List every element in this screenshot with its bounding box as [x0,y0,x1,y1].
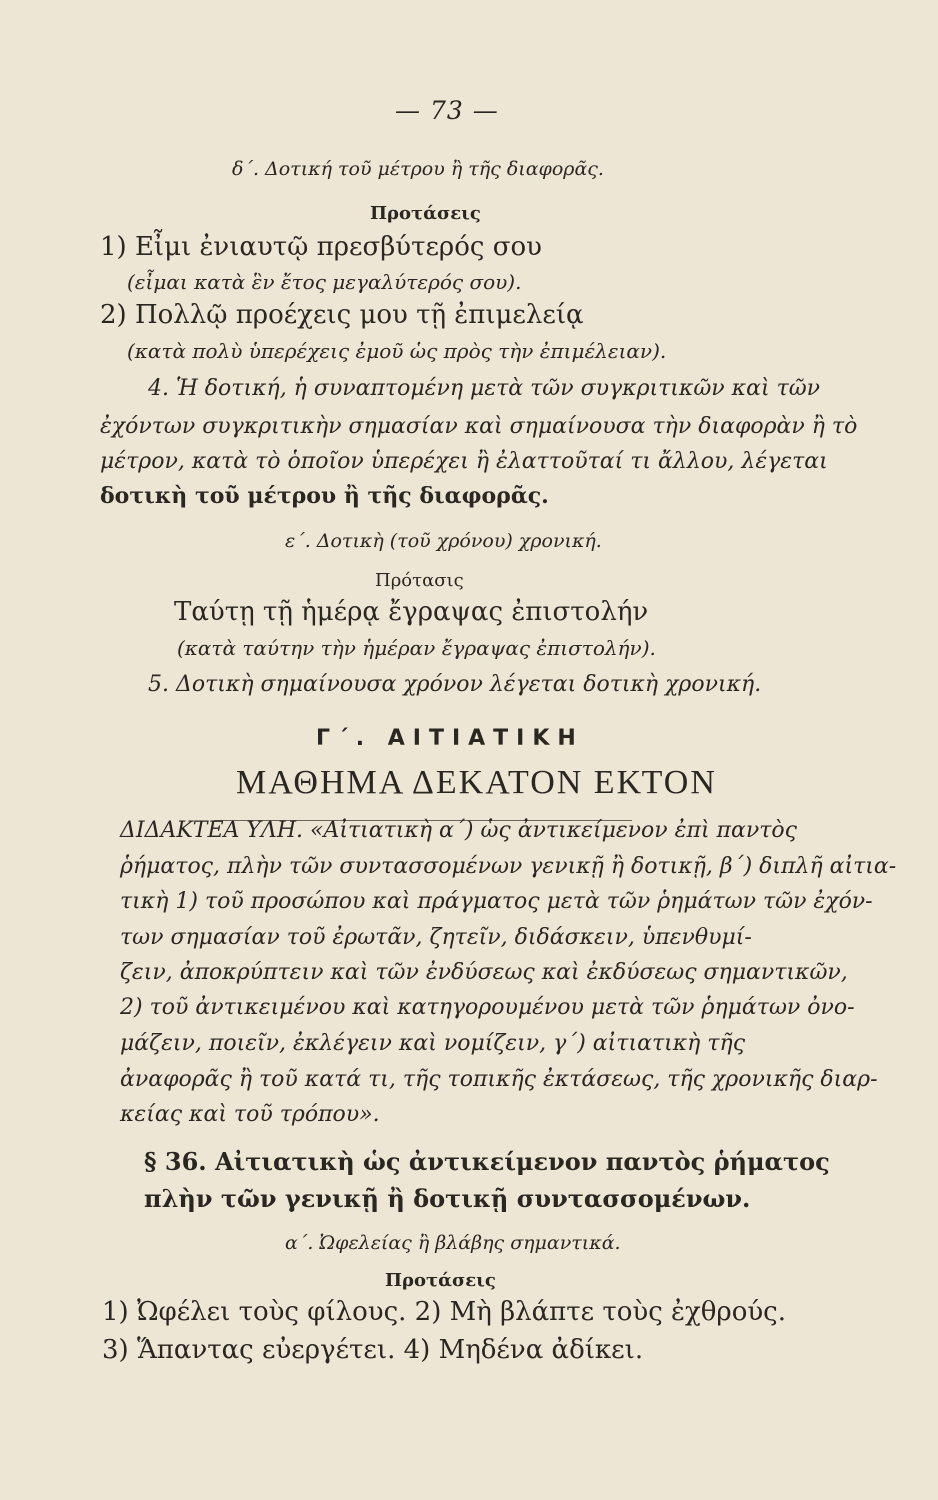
example-2: 2) Πολλῷ προέχεις μου τῇ ἐπιμελείᾳ [100,300,584,330]
page-number: — 73 — [395,96,499,125]
rule-4-line-3: μέτρον, κατὰ τὸ ὁποῖον ὑπερέχει ἢ ἐλαττοῦταί τι ἄλλου, λέγεται [100,449,828,474]
rule-4-line-4: δοτικὴ τοῦ μέτρου ἢ τῆς διαφορᾶς. [100,483,549,509]
material-line-6: 2) τοῦ ἀντικειμένου καὶ κατηγορουμένου μετὰ τῶν ῥημάτων ὀνο- [120,995,855,1020]
heading-protaseis: Προτάσεις [370,203,481,224]
material-line-3: τικὴ 1) τοῦ προσώπου καὶ πράγματος μετὰ τῶν ῥημάτων τῶν ἐχόν- [120,889,873,914]
heading-protasis: Πρότασις [375,570,464,591]
lesson-title: ΜΑΘΗΜΑ ΔΕΚΑΤΟΝ ΕΚΤΟΝ [236,764,717,801]
rule-4-line-2: ἐχόντων συγκριτικὴν σημασίαν καὶ σημαίνουσα τὴν διαφορὰν ἢ τὸ [100,414,858,439]
material-line-2: ῥήματος, πλὴν τῶν συντασσομένων γενικῇ ἢ δοτικῇ, β΄) διπλῆ αἰτια- [120,854,897,879]
examples-line-2: 3) Ἅπαντας εὐεργέτει. 4) Μηδένα ἀδίκει. [102,1335,644,1365]
material-line-7: μάζειν, ποιεῖν, ἐκλέγειν καὶ νομίζειν, γ΄) αἰτιατικὴ τῆς [120,1031,746,1056]
section-36-line-2: πλὴν τῶν γενικῇ ἢ δοτικῇ συντασσομένων. [144,1184,751,1213]
material-line-9: κείας καὶ τοῦ τρόπου». [120,1102,380,1127]
material-line-1: ΔΙΔΑΚΤΕΑ ΥΛΗ. «Αἰτιατικὴ α΄) ὡς ἀντικείμενον ἐπὶ παντὸς [120,818,797,843]
subsection-title-delta: δ΄. Δοτική τοῦ μέτρου ἢ τῆς διαφορᾶς. [232,158,604,180]
example-1-gloss: (εἶμαι κατὰ ἓν ἔτος μεγαλύτερός σου). [127,270,522,294]
heading-protaseis-2: Προτάσεις [385,1270,496,1291]
example-2-gloss: (κατὰ πολὺ ὑπερέχεις ἐμοῦ ὡς πρὸς τὴν ἐπιμέλειαν). [127,339,667,363]
example-epsilon-gloss: (κατὰ ταύτην τὴν ἡμέραν ἔγραψας ἐπιστολήν). [177,636,656,660]
material-line-4: των σημασίαν τοῦ ἐρωτᾶν, ζητεῖν, διδάσκειν, ὑπενθυμί- [120,925,752,950]
section-36-line-1: § 36. Αἰτιατικὴ ὡς ἀντικείμενον παντὸς ῥήματος [144,1147,830,1176]
example-epsilon: Ταύτῃ τῇ ἡμέρᾳ ἔγραψας ἐπιστολήν [174,597,649,627]
rule-5: 5. Δοτικὴ σημαίνουσα χρόνον λέγεται δοτικὴ χρονική. [148,672,762,697]
chapter-heading-accusative: Γ΄. ΑΙΤΙΑΤΙΚΗ [316,726,584,751]
material-line-5: ζειν, ἀποκρύπτειν καὶ τῶν ἐνδύσεως καὶ ἐκδύσεως σημαντικῶν, [120,960,848,985]
examples-line-1: 1) Ὠφέλει τοὺς φίλους. 2) Μὴ βλάπτε τοὺς ἐχθρούς. [102,1297,786,1327]
example-1: 1) Εἶμι ἐνιαυτῷ πρεσβύτερός σου [100,232,542,262]
subsection-title-epsilon: ε΄. Δοτικὴ (τοῦ χρόνου) χρονική. [285,530,602,552]
rule-4-line-1: 4. Ἡ δοτική, ἡ συναπτομένη μετὰ τῶν συγκριτικῶν καὶ τῶν [148,376,821,401]
material-line-8: ἀναφορᾶς ἢ τοῦ κατά τι, τῆς τοπικῆς ἐκτάσεως, τῆς χρονικῆς διαρ- [120,1067,878,1092]
subsection-title-alpha: α΄. Ὠφελείας ἢ βλάβης σημαντικά. [285,1232,621,1254]
